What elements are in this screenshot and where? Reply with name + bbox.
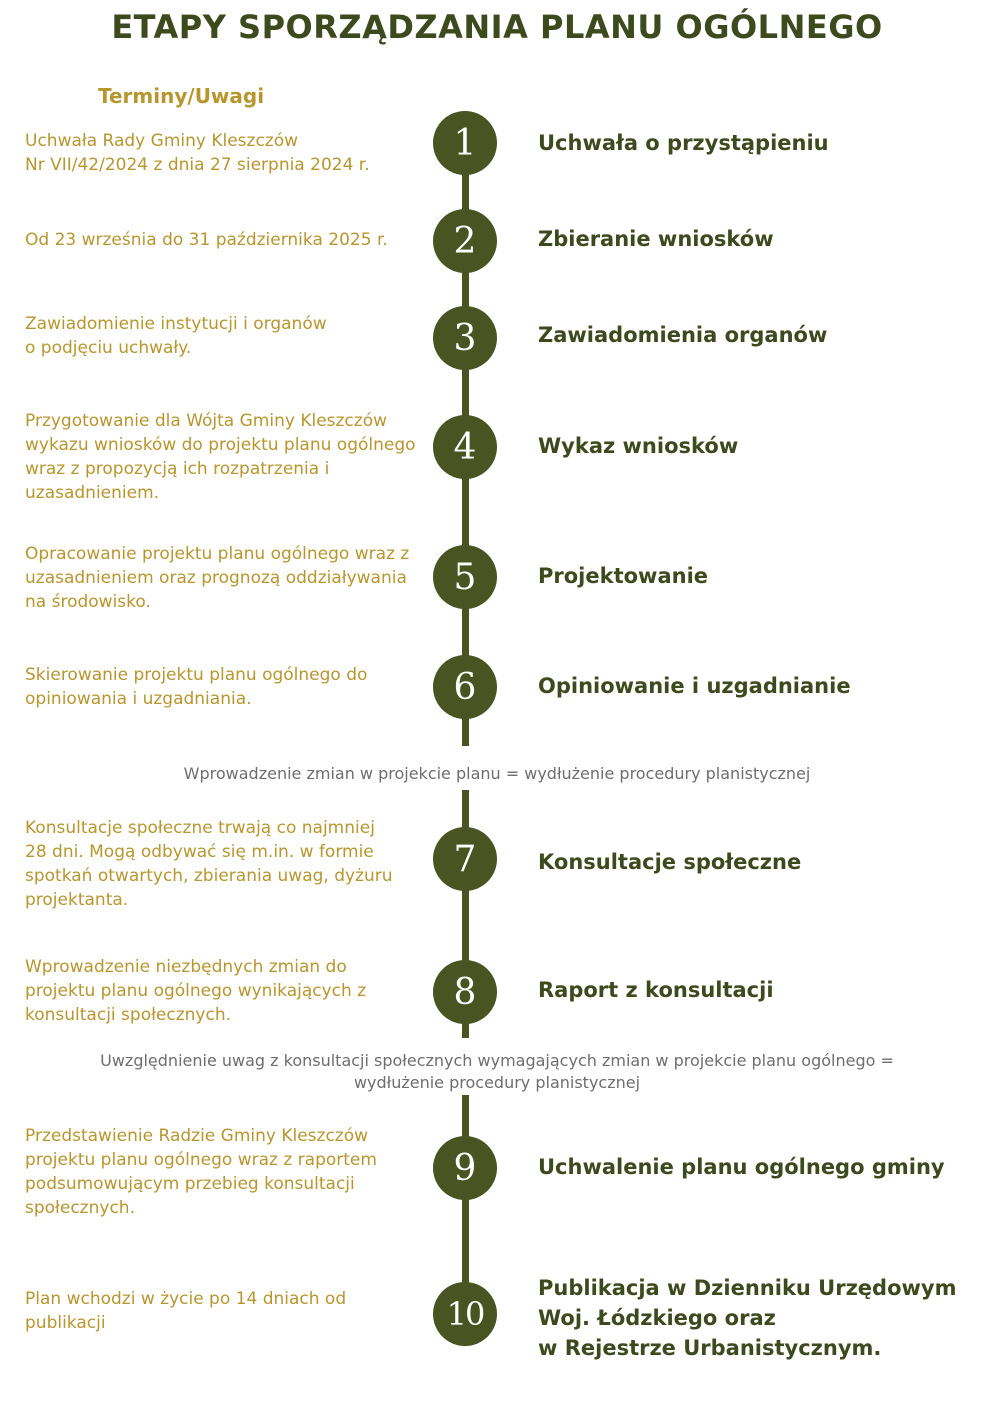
step-note: Plan wchodzi w życie po 14 dniach od publikacji <box>25 1289 347 1333</box>
step-number-badge: 1 <box>433 111 497 175</box>
step-number-badge: 7 <box>433 827 497 891</box>
step-stage-title: Zawiadomienia organów <box>538 323 828 347</box>
step-stage-title: Uchwała o przystąpieniu <box>538 131 829 155</box>
step-number-badge: 4 <box>433 415 497 479</box>
step-note: Przygotowanie dla Wójta Gminy Kleszczów wykazu wniosków do projektu planu ogólnego wraz z propozycją ich rozpatrzenia i uzasadnieniem. <box>25 411 416 503</box>
step-stage-title: Zbieranie wniosków <box>538 227 774 251</box>
step-note: Przedstawienie Radzie Gminy Kleszczów projektu planu ogólnego wraz z raportem podsumowującym przebieg konsultacji społecznych. <box>25 1126 377 1218</box>
page-title: ETAPY SPORZĄDZANIA PLANU OGÓLNEGO <box>111 8 883 46</box>
step-stage-title: Opiniowanie i uzgadnianie <box>538 674 851 698</box>
step-note: Uchwała Rady Gminy Kleszczów Nr VII/42/2024 z dnia 27 sierpnia 2024 r. <box>25 131 370 175</box>
step-number-badge: 2 <box>433 209 497 273</box>
step-note: Opracowanie projektu planu ogólnego wraz z uzasadnieniem oraz prognozą oddziaływania na środowisko. <box>25 544 410 612</box>
step-note: Wprowadzenie niezbędnych zmian do projektu planu ogólnego wynikających z konsultacji społecznych. <box>25 957 367 1025</box>
step-note: Konsultacje społeczne trwają co najmniej 28 dni. Mogą odbywać się m.in. w formie spotkań otwartych, zbierania uwag, dyżuru projektanta. <box>25 818 393 910</box>
step-note: Zawiadomienie instytucji i organów o podjęciu uchwały. <box>25 314 327 358</box>
step-stage-title: Uchwalenie planu ogólnego gminy <box>538 1155 945 1179</box>
step-number-badge: 6 <box>433 655 497 719</box>
step-stage-title: Konsultacje społeczne <box>538 850 802 874</box>
step-note: Od 23 września do 31 października 2025 r. <box>25 230 388 250</box>
step-number-badge: 3 <box>433 306 497 370</box>
procedure-extension-note: Wprowadzenie zmian w projekcie planu = wydłużenie procedury planistycznej <box>183 764 811 783</box>
step-stage-title: Wykaz wniosków <box>538 434 739 458</box>
step-number-badge: 10 <box>433 1282 497 1346</box>
step-number-badge: 5 <box>433 545 497 609</box>
step-stage-title: Publikacja w Dzienniku Urzędowym Woj. Łódzkiego oraz w Rejestrze Urbanistycznym. <box>538 1276 957 1360</box>
step-stage-title: Projektowanie <box>538 564 709 588</box>
step-number-badge: 8 <box>433 960 497 1024</box>
step-note: Skierowanie projektu planu ogólnego do opiniowania i uzgadniania. <box>25 665 368 709</box>
procedure-extension-note: Uwzględnienie uwag z konsultacji społecznych wymagających zmian w projekcie planu ogólnego = wydłużenie procedury planistycznej <box>100 1051 894 1092</box>
step-number-badge: 9 <box>433 1136 497 1200</box>
step-stage-title: Raport z konsultacji <box>538 978 774 1002</box>
notes-column-heading: Terminy/Uwagi <box>98 84 265 108</box>
